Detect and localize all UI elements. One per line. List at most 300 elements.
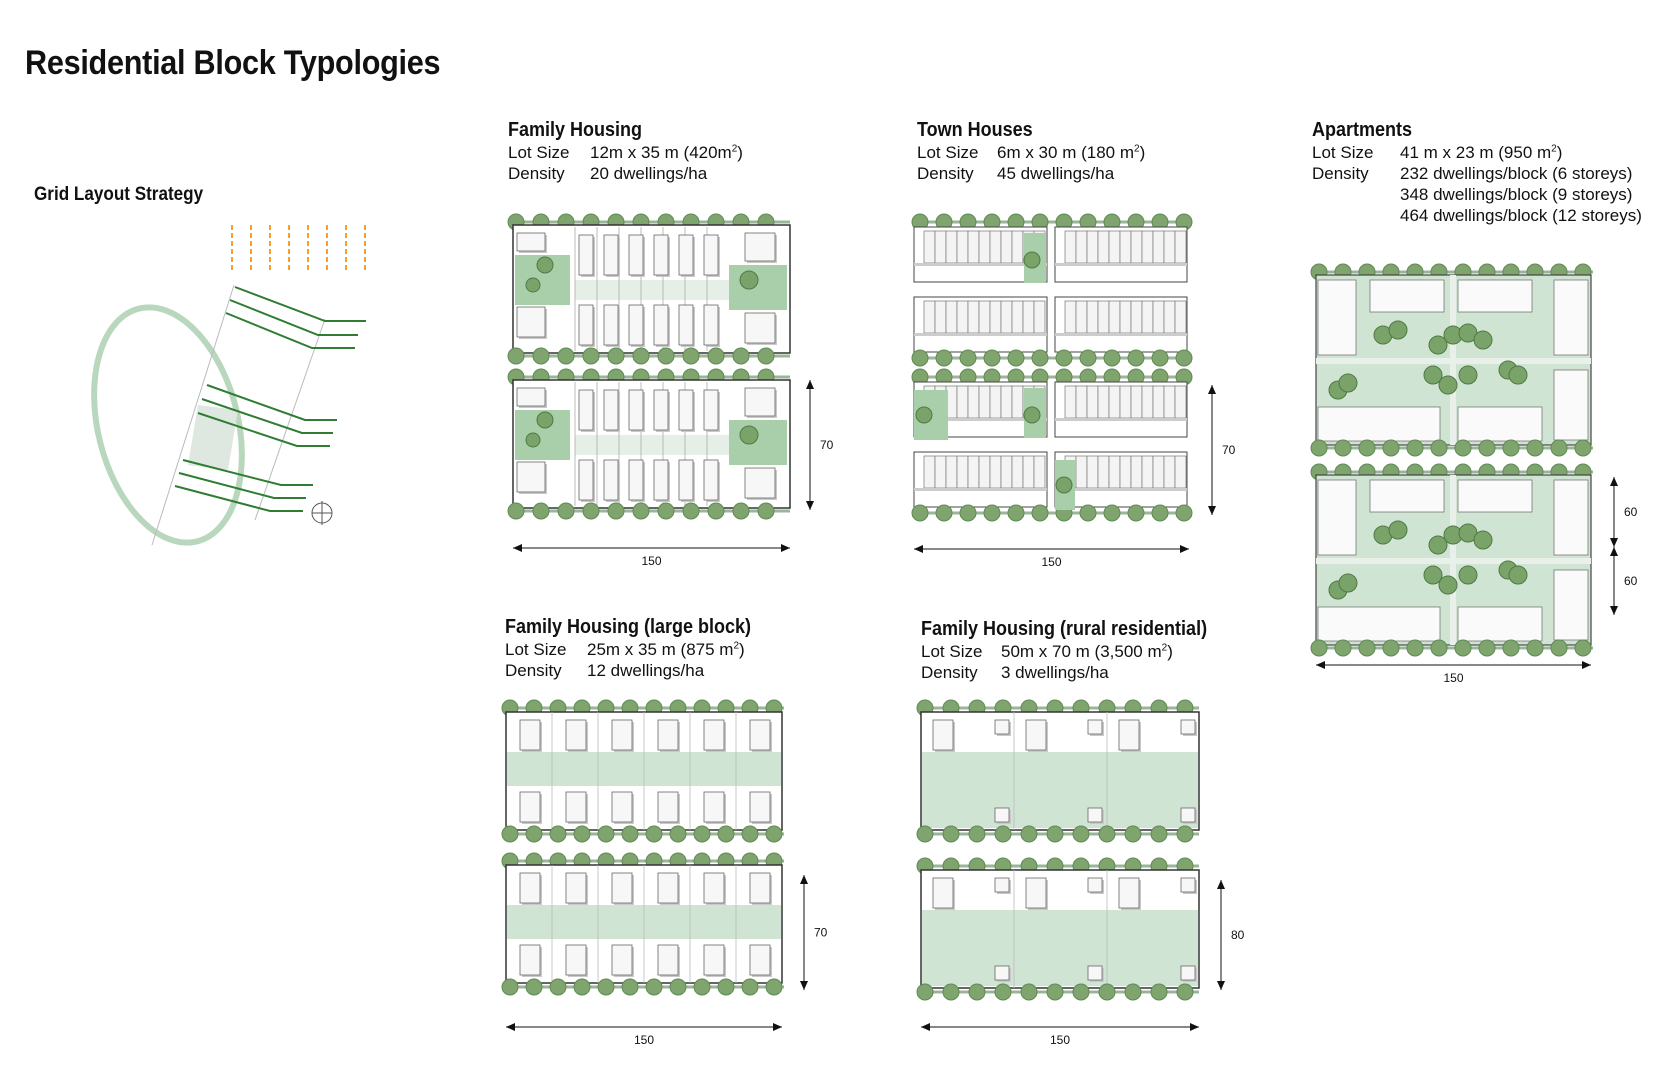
lot-size-value: 25m x 35 m (875 m: [587, 640, 734, 659]
town-houses-title: Town Houses: [917, 119, 1033, 141]
park-tree: [1024, 407, 1040, 423]
height-dimension-bottom-label: 60: [1624, 574, 1638, 588]
street-tree: [694, 979, 710, 995]
green-space: [729, 265, 787, 310]
street-tree: [1431, 440, 1447, 456]
street-tree: [1503, 640, 1519, 656]
house: [604, 460, 618, 500]
density-label: Density: [508, 164, 565, 183]
park-tree: [1459, 566, 1477, 584]
height-dimension-arrow-top: [800, 875, 808, 884]
street-tree: [1479, 440, 1495, 456]
townhouse: [1131, 301, 1142, 333]
park-tree: [1389, 321, 1407, 339]
townhouse: [1023, 456, 1034, 488]
house: [679, 460, 693, 500]
height-dimension-top-arrow-top: [1610, 477, 1618, 486]
apartments-plan: [1308, 265, 1668, 715]
width-dimension-arrow-left: [513, 544, 522, 552]
street-tree: [1104, 350, 1120, 366]
width-dimension-label: 150: [1041, 555, 1062, 569]
townhouse: [1012, 386, 1023, 418]
street-tree: [708, 348, 724, 364]
house: [679, 390, 693, 430]
house: [1181, 720, 1195, 734]
street-tree: [1431, 640, 1447, 656]
park-tree: [1509, 566, 1527, 584]
height-dimension-label: 70: [1222, 443, 1236, 457]
street-tree: [1128, 350, 1144, 366]
park-tree: [526, 278, 540, 292]
park-tree: [537, 257, 553, 273]
townhouse: [990, 301, 1001, 333]
house: [704, 720, 724, 750]
street-tree: [508, 348, 524, 364]
townhouse: [1065, 301, 1076, 333]
townhouse: [1076, 231, 1087, 263]
townhouse: [957, 301, 968, 333]
house: [654, 460, 668, 500]
width-dimension-arrow-right: [1180, 545, 1189, 553]
street-tree: [1125, 984, 1141, 1000]
townhouse: [1175, 456, 1186, 488]
house: [750, 720, 770, 750]
street-tree: [1407, 640, 1423, 656]
house: [579, 305, 593, 345]
density-label: Density: [921, 663, 978, 682]
street-tree: [984, 505, 1000, 521]
house: [612, 792, 632, 822]
townhouse: [1065, 231, 1076, 263]
townhouse: [1153, 231, 1164, 263]
width-dimension-label: 150: [633, 1033, 655, 1047]
street-tree: [583, 348, 599, 364]
townhouse: [957, 386, 968, 418]
street-tree: [733, 348, 749, 364]
house: [745, 468, 775, 498]
street-tree: [960, 505, 976, 521]
lot-size-label: Lot Size: [505, 640, 567, 659]
lot-size-value: 41 m x 23 m (950 m: [1400, 143, 1552, 162]
family-housing-header: [508, 118, 743, 184]
street-tree: [943, 984, 959, 1000]
house: [704, 390, 718, 430]
street-tree: [1032, 505, 1048, 521]
townhouse: [1153, 456, 1164, 488]
house: [520, 873, 540, 903]
page-title: Residential Block Typologies: [25, 44, 441, 82]
lot-size-value: 6m x 30 m (180 m: [997, 143, 1134, 162]
townhouse: [1164, 301, 1175, 333]
street-tree: [1311, 640, 1327, 656]
house: [579, 460, 593, 500]
townhouse-shadow: [1055, 333, 1187, 336]
apartment-building: [1458, 407, 1542, 441]
house: [517, 462, 545, 492]
park-tree: [1339, 574, 1357, 592]
house: [579, 390, 593, 430]
townhouse: [946, 301, 957, 333]
townhouse: [1001, 301, 1012, 333]
house: [629, 305, 643, 345]
townhouse: [968, 231, 979, 263]
superscript: 2: [731, 143, 738, 155]
paddock: [922, 910, 1198, 986]
street-tree: [1080, 350, 1096, 366]
townhouse: [1109, 231, 1120, 263]
apartment-building: [1318, 480, 1356, 555]
lot-size-label: Lot Size: [921, 642, 983, 661]
house: [658, 720, 678, 750]
house: [517, 388, 545, 406]
townhouse: [1120, 386, 1131, 418]
height-dimension-arrow-bottom: [800, 981, 808, 990]
house: [658, 873, 678, 903]
house: [1088, 966, 1102, 980]
lot-size-close: ): [737, 143, 743, 162]
street-tree: [758, 348, 774, 364]
lot-size-label: Lot Size: [1312, 143, 1374, 162]
street-tree: [1151, 984, 1167, 1000]
street-tree: [960, 350, 976, 366]
townhouse: [1076, 456, 1087, 488]
street-tree: [1152, 350, 1168, 366]
street-tree: [969, 984, 985, 1000]
street-tree: [1021, 984, 1037, 1000]
house: [704, 873, 724, 903]
street-tree: [1099, 984, 1115, 1000]
street-tree: [633, 503, 649, 519]
street-tree: [1008, 350, 1024, 366]
street-tree: [1359, 440, 1375, 456]
townhouse: [979, 301, 990, 333]
apartment-building: [1318, 280, 1356, 355]
street-tree: [917, 826, 933, 842]
house: [629, 460, 643, 500]
street-tree: [1176, 505, 1192, 521]
family-housing-title: Family Housing: [508, 119, 643, 141]
street-tree: [1455, 640, 1471, 656]
street-tree: [598, 826, 614, 842]
townhouse: [1087, 386, 1098, 418]
lot-size-close: ): [1139, 143, 1146, 162]
house: [1181, 878, 1195, 892]
street-tree: [1575, 440, 1591, 456]
block-lane: [1450, 475, 1456, 645]
street-tree: [1099, 826, 1115, 842]
street-tree: [995, 984, 1011, 1000]
street-tree: [550, 979, 566, 995]
apartments-header: [1312, 118, 1642, 226]
townhouse: [1001, 386, 1012, 418]
street-tree: [1104, 505, 1120, 521]
rural-plan: [917, 700, 1257, 1060]
street-tree: [670, 979, 686, 995]
house: [520, 945, 540, 975]
street-strip: [914, 357, 1192, 360]
town-houses-header: [917, 118, 1145, 184]
width-dimension-arrow-right: [773, 1023, 782, 1031]
townhouse: [1098, 386, 1109, 418]
park-tree: [1474, 331, 1492, 349]
height-dimension-bottom-arrow-top: [1610, 547, 1618, 556]
grid-layout-diagram: [80, 215, 380, 575]
large-block-plan: [502, 700, 842, 1060]
street-tree: [574, 826, 590, 842]
house: [520, 720, 540, 750]
apartment-building: [1370, 480, 1444, 512]
townhouse: [1164, 231, 1175, 263]
townhouse: [1142, 301, 1153, 333]
rural-title: Family Housing (rural residential): [921, 618, 1208, 640]
house: [654, 305, 668, 345]
green-space: [729, 420, 787, 465]
house: [995, 878, 1009, 892]
street-tree: [1359, 640, 1375, 656]
townhouse-shadow: [914, 488, 1047, 491]
street-tree: [1047, 826, 1063, 842]
height-dimension-arrow-top: [1208, 385, 1216, 394]
street-tree: [1080, 505, 1096, 521]
street-tree: [694, 826, 710, 842]
street-strip: [914, 221, 1192, 224]
street-tree: [1479, 640, 1495, 656]
street-tree: [1551, 440, 1567, 456]
density-value: 45 dwellings/ha: [997, 164, 1115, 183]
townhouse: [1109, 386, 1120, 418]
townhouse: [1131, 231, 1142, 263]
apartment-building: [1458, 280, 1532, 312]
superscript: 2: [1134, 143, 1140, 155]
street-tree: [533, 503, 549, 519]
height-dimension-bottom-arrow-bottom: [1610, 606, 1618, 615]
height-dimension-arrow-top: [806, 380, 814, 389]
street-tree: [550, 826, 566, 842]
townhouse: [968, 301, 979, 333]
width-dimension-arrow-left: [1316, 661, 1325, 669]
street-tree: [1455, 440, 1471, 456]
width-dimension-arrow-left: [921, 1023, 930, 1031]
height-dimension-label: 80: [1231, 928, 1245, 942]
townhouse: [1120, 456, 1131, 488]
street-tree: [558, 503, 574, 519]
townhouse: [1023, 301, 1034, 333]
street-tree: [995, 826, 1011, 842]
park-tree: [1459, 366, 1477, 384]
height-dimension-label: 70: [820, 438, 834, 452]
townhouse: [968, 456, 979, 488]
townhouse: [1087, 456, 1098, 488]
density-value-2: 348 dwellings/block (9 storeys): [1400, 185, 1633, 204]
house: [704, 460, 718, 500]
townhouse: [1153, 301, 1164, 333]
park-tree: [1439, 576, 1457, 594]
park-tree: [1339, 374, 1357, 392]
street-tree: [912, 505, 928, 521]
townhouse: [924, 231, 935, 263]
height-dimension-arrow-bottom: [1217, 981, 1225, 990]
street-tree: [646, 979, 662, 995]
width-dimension-arrow-right: [1190, 1023, 1199, 1031]
apartment-building: [1318, 607, 1440, 641]
street-tree: [718, 979, 734, 995]
townhouse: [924, 456, 935, 488]
townhouse: [957, 456, 968, 488]
lot-size-label: Lot Size: [917, 143, 979, 162]
house: [750, 792, 770, 822]
park-tree: [740, 426, 758, 444]
height-dimension-arrow-bottom: [1208, 506, 1216, 515]
house: [933, 720, 953, 750]
house: [933, 878, 953, 908]
townhouse: [1012, 231, 1023, 263]
townhouse: [1087, 231, 1098, 263]
townhouse: [990, 456, 1001, 488]
house: [995, 720, 1009, 734]
street-strip: [914, 376, 1192, 379]
street-tree: [622, 826, 638, 842]
density-label: Density: [505, 661, 562, 680]
house: [566, 792, 586, 822]
townhouse: [924, 301, 935, 333]
street-tree: [1032, 350, 1048, 366]
townhouse: [1142, 231, 1153, 263]
street-tree: [766, 826, 782, 842]
house: [658, 945, 678, 975]
family-housing-plan: [505, 215, 845, 575]
street-tree: [1383, 640, 1399, 656]
street-tree: [708, 503, 724, 519]
house: [604, 235, 618, 275]
street-tree: [558, 348, 574, 364]
apartment-building: [1458, 480, 1532, 512]
townhouse: [935, 231, 946, 263]
street-tree: [683, 503, 699, 519]
width-dimension-arrow-right: [1582, 661, 1591, 669]
townhouse: [1131, 386, 1142, 418]
house: [654, 235, 668, 275]
house: [658, 792, 678, 822]
apartment-building: [1318, 407, 1440, 441]
townhouse: [946, 456, 957, 488]
apartment-building: [1554, 280, 1588, 355]
street-tree: [984, 350, 1000, 366]
large-block-header: [505, 615, 778, 681]
superscript: 2: [1551, 143, 1557, 155]
house: [612, 945, 632, 975]
street-tree: [943, 826, 959, 842]
house: [604, 390, 618, 430]
townhouse: [1142, 386, 1153, 418]
park-tree: [1056, 477, 1072, 493]
townhouse: [935, 301, 946, 333]
street-tree: [733, 503, 749, 519]
density-value: 3 dwellings/ha: [1001, 663, 1109, 682]
house: [566, 945, 586, 975]
park-tree: [1024, 252, 1040, 268]
park-tree: [1439, 376, 1457, 394]
townhouse: [1098, 301, 1109, 333]
street-tree: [1575, 640, 1591, 656]
house: [704, 305, 718, 345]
townhouse: [1164, 456, 1175, 488]
apartment-building: [1554, 480, 1588, 555]
street-tree: [1311, 440, 1327, 456]
apartment-building: [1554, 570, 1588, 640]
lot-size-close: ): [739, 640, 745, 659]
street-tree: [574, 979, 590, 995]
street-tree: [912, 350, 928, 366]
street-tree: [1407, 440, 1423, 456]
street-tree: [502, 979, 518, 995]
townhouse: [990, 231, 1001, 263]
house: [612, 720, 632, 750]
width-dimension-label: 150: [1049, 1033, 1071, 1047]
townhouse: [1076, 301, 1087, 333]
width-dimension-arrow-right: [781, 544, 790, 552]
street-tree: [658, 348, 674, 364]
townhouse: [968, 386, 979, 418]
house: [1119, 878, 1139, 908]
density-label: Density: [917, 164, 974, 183]
street-tree: [1335, 440, 1351, 456]
large-block-title: Family Housing (large block): [505, 616, 752, 638]
house: [679, 305, 693, 345]
house: [566, 720, 586, 750]
park-tree: [1474, 531, 1492, 549]
house: [517, 307, 545, 337]
street-tree: [917, 984, 933, 1000]
height-dimension-label: 70: [814, 925, 828, 940]
street-tree: [936, 505, 952, 521]
park-tree: [537, 412, 553, 428]
street-tree: [1503, 440, 1519, 456]
street-tree: [526, 826, 542, 842]
street-tree: [1073, 826, 1089, 842]
width-dimension-label: 150: [1443, 671, 1464, 685]
house: [612, 873, 632, 903]
street-tree: [1056, 350, 1072, 366]
street-tree: [683, 348, 699, 364]
townhouse: [1034, 301, 1045, 333]
street-tree: [526, 979, 542, 995]
townhouse: [957, 231, 968, 263]
density-value: 20 dwellings/ha: [590, 164, 708, 183]
street-tree: [502, 826, 518, 842]
house: [1088, 808, 1102, 822]
townhouse: [1131, 456, 1142, 488]
street-tree: [1335, 640, 1351, 656]
superscript: 2: [1161, 642, 1168, 654]
house: [579, 235, 593, 275]
shared-lane: [575, 280, 729, 300]
townhouse: [1087, 301, 1098, 333]
townhouse: [1012, 301, 1023, 333]
shared-lane: [575, 435, 729, 455]
street-tree: [533, 348, 549, 364]
street-tree: [742, 826, 758, 842]
townhouse: [1001, 231, 1012, 263]
townhouse-shadow: [1055, 418, 1187, 421]
street-tree: [658, 503, 674, 519]
townhouse: [1164, 386, 1175, 418]
lot-size-label: Lot Size: [508, 143, 570, 162]
lot-size-value: 12m x 35 m (420m: [590, 143, 732, 162]
house: [1026, 878, 1046, 908]
lot-size-close: ): [1556, 143, 1563, 162]
townhouse: [1153, 386, 1164, 418]
street-tree: [508, 503, 524, 519]
